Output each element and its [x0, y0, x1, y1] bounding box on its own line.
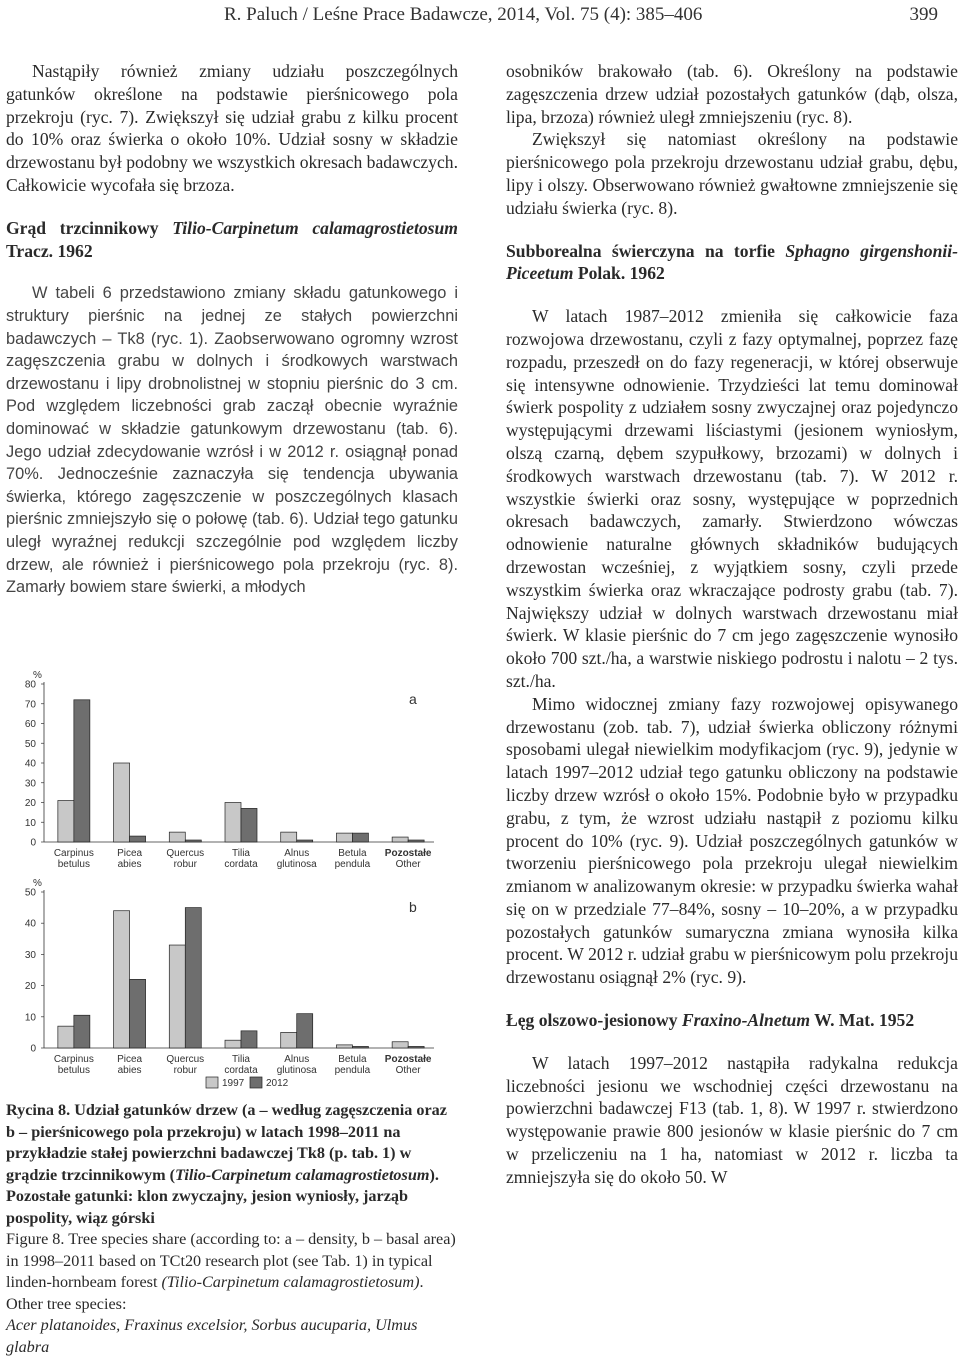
y-axis-label: % — [33, 670, 42, 681]
page-number: 399 — [909, 4, 938, 25]
category-label: cordata — [224, 1065, 258, 1076]
y-tick-label: 0 — [30, 1043, 36, 1055]
bar-1997 — [58, 801, 74, 842]
y-tick-label: 50 — [24, 738, 36, 750]
category-label: Betula — [338, 848, 367, 859]
legend-swatch — [250, 1077, 262, 1088]
category-label: Pozostałe — [384, 848, 432, 859]
category-label: Quercus — [166, 848, 205, 859]
bar-2012 — [297, 1014, 313, 1048]
category-label: cordata — [224, 859, 258, 870]
right-paragraph-4: Mimo widocznej zmiany fazy rozwojowej opisywanego drzewostanu (zob. tab. 7), udział świerka obliczony różnymi sposobami ulegał niewielkim modyfikacjom (ryc. 9), jedynie w latach 1997–2012 udział tego gatunku obliczony na podstawie liczby drzew wzrósł o około 15%. Podobnie było w przypadku grabu, z tym, że wzrost udziału nastąpił z poziomu kilku procent do 10% (ryc. 9). Udział poszczególnych gatunków w tworzeniu pierśnicowego pola przekroju ulegał niewielkim zmianom w analizowanym okresie: w przypadku świerka wahał się on w przedziale 77–84%, sosny – 10–20%, a w przypadku pozostałych gatunków sumaryczna zmiana wynosiła kilka procent. W 2012 r. udział grabu w pierśnicowym polu przekroju drzewostanu osiągnął 2% (ryc. 9). — [506, 693, 958, 988]
bar-2012 — [241, 1031, 257, 1048]
y-tick-label: 60 — [24, 719, 36, 730]
bar-1997 — [281, 1032, 297, 1048]
category-label: Other — [395, 859, 421, 870]
section-heading-grad: Grąd trzcinnikowy Tilio-Carpinetum calamagrostietosum Tracz. 1962 — [6, 217, 458, 261]
bar-1997 — [225, 803, 241, 843]
y-tick-label: 70 — [24, 699, 36, 711]
chart-svg — [0, 662, 470, 1102]
bar-1997 — [58, 1026, 74, 1048]
bar-2012 — [241, 808, 257, 842]
category-label: Carpinus — [53, 848, 94, 859]
category-label: Other — [395, 1065, 421, 1076]
bar-2012 — [408, 1046, 424, 1048]
y-tick-label: 10 — [24, 817, 36, 829]
bar-1997 — [114, 911, 130, 1048]
bar-1997 — [336, 833, 352, 842]
category-label: Carpinus — [53, 1054, 94, 1065]
right-paragraph-3: W latach 1987–2012 zmieniła się całkowicie faza rozwojowa drzewostanu, czyli z fazy optymalnej, poprzez fazę rozpadu, przeszedł on do fazy regeneracji, w której obserwuje się intensywne odnowienie. Trzydzieści lat temu dominował świerk pospolity z udziałem sosny zwyczajnej oraz pojedynczo występującymi drzewami liściastymi (jesionem wyniosłym, olszą czarną, dębem szypułkowy, brzozami) w dolnych i środkowych warstwach drzewostanu (tab. 7). W 2012 r. wszystkie świerki oraz sosny, występujące w poprzednich okresach badawczych, zamarły. Stwierdzono wówczas odnowienie naturalne głównych składników budujących drzewostan wcześniej, z wyjątkiem sosny, czyli przede wszystkim świerka oraz wkraczające podrosty grabu (tab. 7). Największy udział w dolnych warstwach drzewostanu miał świerk. W klasie pierśnic do 7 cm jego zagęszczenie wynosiło około 700 szt./ha, a warstwie niskiego podrostu i nalotu – 2 tys. szt./ha. — [506, 306, 958, 691]
right-paragraph-2: Zwiększył się natomiast określony na podstawie pierśnicowego pola przekroju drzewostanu udział grabu, dębu, lipy i olszy. Obserwowano również gwałtowne zmniejszenie się udziału świerka (ryc. 8). — [506, 129, 958, 218]
bar-2012 — [74, 700, 90, 842]
category-label: betulus — [57, 1065, 90, 1076]
figure-8-chart — [0, 662, 470, 1107]
category-label: Alnus — [284, 848, 310, 859]
category-label: Pozostałe — [384, 1054, 432, 1065]
figure-caption — [6, 1100, 458, 1358]
bar-1997 — [281, 832, 297, 842]
category-label: pendula — [334, 859, 371, 870]
y-tick-label: 20 — [24, 798, 36, 809]
legend-swatch — [206, 1077, 218, 1088]
bar-2012 — [130, 836, 146, 842]
legend-label: 1997 — [222, 1078, 245, 1089]
category-label: Picea — [117, 848, 143, 859]
y-tick-label: 40 — [24, 918, 36, 930]
bar-1997 — [225, 1040, 241, 1048]
section-heading-leg: Łęg olszowo-jesionowy Fraxino-Alnetum W. Mat. 1952 — [506, 1010, 915, 1031]
caption-english: Figure 8. Tree species share (according to: a – density, b – basal area) in 1998–2011 based on TCt20 research plot (see Tab. 1) in typical linden-hornbeam forest (Tilio-Carpinetum calamagrostietosum). Other tree species: Acer platanoides, Fraxinus excelsior, Sorbus aucuparia, Ulmus glabra — [6, 1230, 456, 1356]
category-label: betulus — [57, 859, 90, 870]
bar-1997 — [169, 945, 185, 1048]
category-label: Alnus — [284, 1054, 310, 1065]
right-column — [506, 60, 958, 1189]
panel-label: b — [409, 899, 417, 915]
bar-1997 — [169, 832, 185, 842]
panel-label: a — [409, 691, 417, 707]
section-heading-swierczyna: Subborealna świerczyna na torfie Sphagno girgenshonii-Piceetum Polak. 1962 — [506, 240, 958, 284]
bar-2012 — [352, 833, 368, 842]
y-tick-label: 10 — [24, 1012, 36, 1024]
y-tick-label: 40 — [24, 758, 36, 770]
category-label: robur — [173, 1065, 197, 1076]
category-label: Tilia — [232, 1054, 250, 1065]
category-label: Betula — [338, 1054, 367, 1065]
running-header: R. Paluch / Leśne Prace Badawcze, 2014, Vol. 75 (4): 385–406 — [224, 4, 703, 25]
caption-polish: Rycina 8. Udział gatunków drzew (a – według zagęszczenia oraz b – pierśnicowego pola przekroju) w latach 1998–2011 na przykładzie stałej powierzchni badawczej Tk8 (p. tab. 1) w grądzie trzcinnikowym (Tilio-Carpinetum calamagrostietosum). Pozostałe gatunki: klon zwyczajny, jesion wyniosły, jarząb pospolity, wiąz górski — [6, 1101, 447, 1227]
y-axis-label: % — [33, 878, 42, 889]
category-label: Tilia — [232, 848, 250, 859]
category-label: glutinosa — [276, 1065, 317, 1076]
category-label: abies — [117, 859, 142, 870]
category-label: Picea — [117, 1054, 143, 1065]
y-tick-label: 80 — [24, 679, 36, 691]
y-tick-label: 0 — [30, 837, 36, 849]
bar-2012 — [74, 1015, 90, 1048]
category-label: glutinosa — [276, 859, 317, 870]
bar-2012 — [185, 908, 201, 1048]
bar-2012 — [352, 1046, 368, 1048]
legend-label: 2012 — [266, 1078, 289, 1089]
bar-2012 — [408, 840, 424, 842]
bar-2012 — [297, 840, 313, 842]
category-label: robur — [173, 859, 197, 870]
category-label: Quercus — [166, 1054, 205, 1065]
left-paragraph-1: Nastąpiły również zmiany udziału poszczególnych gatunków określone na podstawie pierśnicowego pola przekroju (ryc. 7). Zwiększył się udział grabu z kilku procent do 10% oraz świerka o około 10%. Udział sosny w składzie drzewostanu był podobny we wszystkich okresach badawczych. Całkowicie wycofała się brzoza. — [6, 61, 458, 195]
bar-1997 — [114, 763, 130, 842]
y-tick-label: 30 — [24, 778, 36, 790]
y-tick-label: 20 — [24, 981, 36, 993]
bar-1997 — [392, 1042, 408, 1048]
right-paragraph-1: osobników brakowało (tab. 6). Określony na podstawie zagęszczenia drzew udział pozostałych gatunków (dąb, olsza, lipa, brzoza) również uległ zmniejszeniu (ryc. 8). — [506, 61, 958, 127]
left-column — [6, 60, 458, 599]
category-label: pendula — [334, 1065, 371, 1076]
bar-2012 — [185, 840, 201, 842]
bar-1997 — [336, 1045, 352, 1048]
bar-1997 — [392, 837, 408, 842]
y-tick-label: 30 — [24, 949, 36, 961]
bar-2012 — [130, 979, 146, 1048]
right-paragraph-5: W latach 1997–2012 nastąpiła radykalna redukcja liczebności jesionu we wschodniej części drzewostanu na powierzchni badawczej F13 (tab. 1, 8). W 1997 r. stwierdzono występowanie prawie 800 jesionów w klasie pierśnic do 7 cm w przeliczeniu na 1 ha, natomiast w 2012 r. liczba ta zmniejszyła się do około 50. W — [506, 1052, 958, 1187]
category-label: abies — [117, 1065, 142, 1076]
left-paragraph-2: W tabeli 6 przedstawiono zmiany składu gatunkowego i struktury pierśnic na jednej ze stałych powierzchni badawczych – Tk8 (ryc. 1). Zaobserwowano ogromny wzrost zagęszczenia grabu w dolnych i środkowych warstwach drzewostanu i lipy drobnolistnej w stopniu pierśnic do 3 cm. Pod względem liczebności grab zaczął obecnie wyraźnie dominować w składzie gatunkowym drzewostanu (tab. 6). Jego udział zdecydowanie wzrósł i w 2012 r. osiągnął ponad 70%. Jednocześnie zaznaczyła się tendencja ubywania świerka, którego zagęszczenie w poszczególnych klasach pierśnic zmniejszyło się o połowę (tab. 6). Udział tego gatunku uległ wyraźnej redukcji szczególnie pod względem liczby drzew, ale również i pierśnicowego pola przekroju (ryc. 8). Zamarły bowiem stare świerki, a młodych — [6, 284, 458, 597]
y-tick-label: 50 — [24, 887, 36, 899]
